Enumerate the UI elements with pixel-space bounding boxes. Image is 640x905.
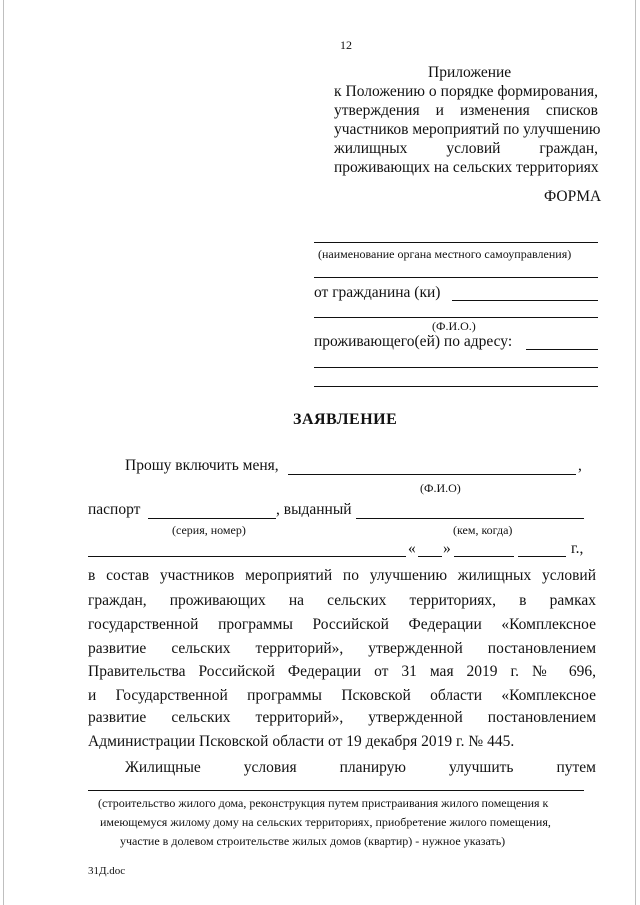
fio-caption-body: (Ф.И.О) [420,481,461,495]
issued-label: , выданный [276,501,352,518]
org-name-blank-2 [314,277,598,278]
plan-caption-line: (строительство жилого дома, реконструкция путем пристраивания жилого помещения к [98,796,549,810]
request-text: Прошу включить меня, [125,457,279,474]
form-label: ФОРМА [544,188,602,205]
scan-edge-left [3,0,4,905]
paragraph-last-line: Администрации Псковской области от 19 декабря 2019 г. № 445. [88,733,515,750]
request-comma: , [578,457,582,474]
date-close-quote: » [443,540,451,557]
plan-line: Жилищные условия планирую улучшить путем [125,759,596,776]
appendix-line: жилищных условий граждан, [334,140,598,157]
passport-number-blank [148,518,276,519]
paragraph-line: развитие сельских территорий», утвержденной постановлением [88,709,596,726]
paragraph-line: развитие сельских территорий», утвержденной постановлением [88,640,596,657]
citizen-name-blank [452,300,598,301]
month-blank [454,556,514,557]
passport-label: паспорт [88,501,141,518]
paragraph-line: Правительства Российской Федерации от 31 мая 2019 г. № 696, [88,663,596,680]
day-blank [418,556,442,557]
page-number: 12 [340,38,352,52]
plan-blank [88,790,584,791]
scan-edge-right [635,0,636,905]
appendix-title: Приложение [428,64,512,81]
address-blank-2 [314,367,598,368]
plan-caption-line: участие в долевом строительстве жилых домов (квартир) - нужное указать) [120,834,506,848]
paragraph-line: в состав участников мероприятий по улучшению жилищных условий [88,567,596,584]
who-when-caption: (кем, когда) [453,523,513,537]
appendix-line: участников мероприятий по улучшению [334,121,601,138]
issued-by-blank [356,518,584,519]
from-citizen-label: от гражданина (ки) [314,284,441,301]
org-caption: (наименование органа местного самоуправления) [318,247,572,261]
paragraph-line: и Государственной программы Псковской области «Комплексное [88,687,596,704]
citizen-name-blank-2 [314,317,598,318]
paragraph-line: граждан, проживающих на сельских территориях, в рамках [88,592,596,609]
series-caption: (серия, номер) [172,523,246,537]
issued-by-blank-2 [88,556,406,557]
org-name-blank [314,242,598,243]
footer-filename: 31Д.doc [88,865,126,877]
address-blank [526,349,598,350]
statement-title: ЗАЯВЛЕНИЕ [293,411,398,428]
fio-caption: (Ф.И.О.) [432,319,476,333]
date-open-quote: « [408,540,416,557]
appendix-line: к Положению о порядке формирования, [334,83,598,100]
appendix-line: утверждения и изменения списков [334,102,598,119]
plan-caption-line: имеющемуся жилому дому на сельских территориях, приобретение жилого помещения, [100,815,551,829]
appendix-line: проживающих на сельских территориях [334,159,599,176]
year-suffix: г., [571,540,584,557]
address-blank-3 [314,386,598,387]
applicant-name-blank [288,474,576,475]
paragraph-line: государственной программы Российской Федерации «Комплексное [88,616,596,633]
year-blank [518,556,566,557]
residing-label: проживающего(ей) по адресу: [314,333,513,350]
